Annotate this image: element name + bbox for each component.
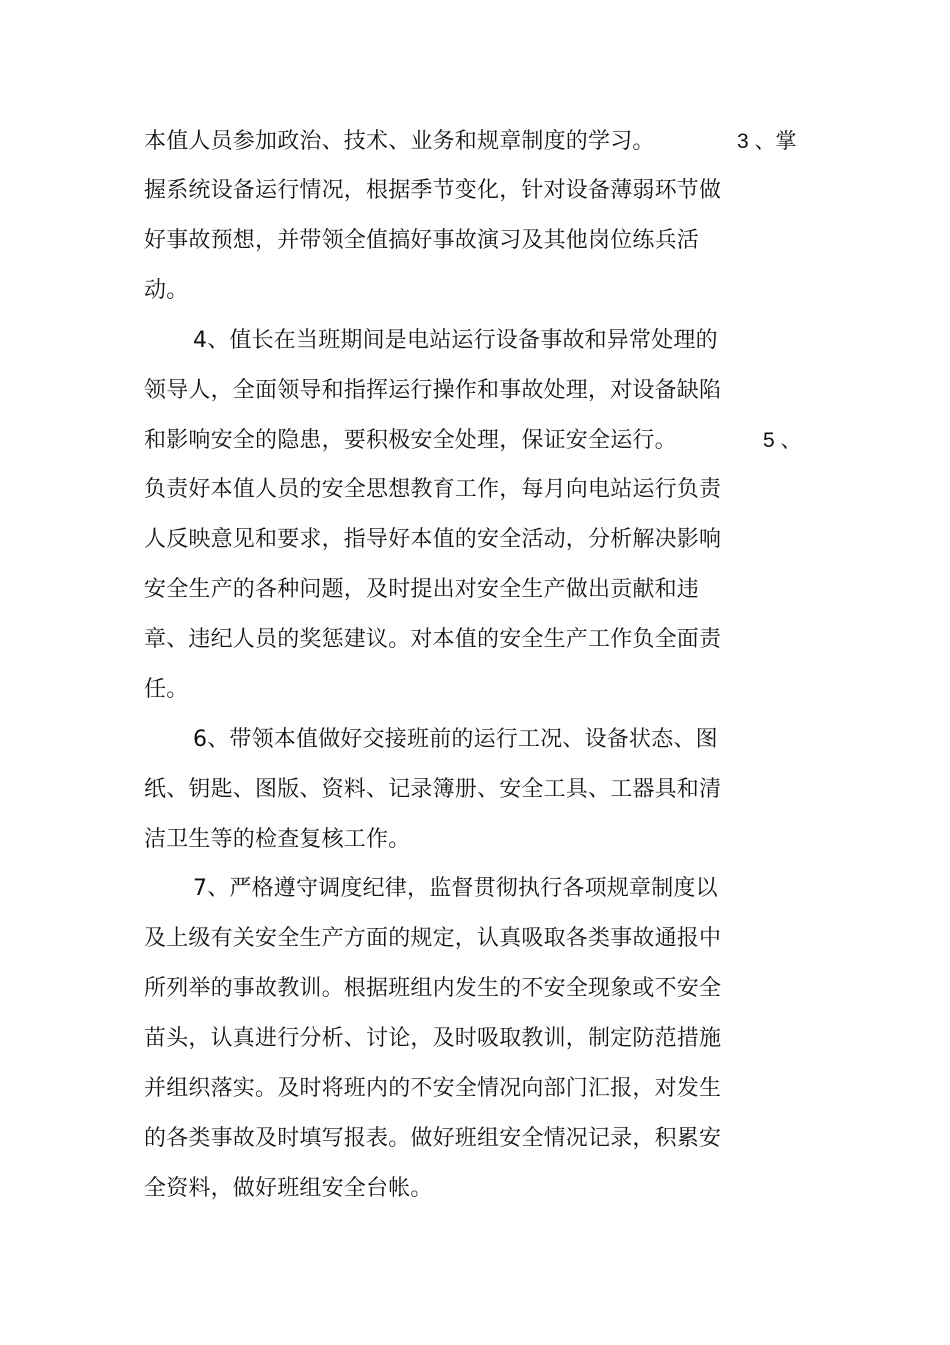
text-line: 动。 <box>144 278 189 303</box>
text-line: 4、值长在当班期间是电站运行设备事故和异常处理的 <box>193 328 718 353</box>
text-line: 负责好本值人员的安全思想教育工作，每月向电站运行负责 <box>144 477 722 502</box>
text-line: 人反映意见和要求，指导好本值的安全活动，分析解决影响 <box>144 527 722 552</box>
text-line: 7、严格遵守调度纪律，监督贯彻执行各项规章制度以 <box>193 876 718 901</box>
text-line: 任。 <box>144 677 189 702</box>
text-line: 握系统设备运行情况，根据季节变化，针对设备薄弱环节做 <box>144 178 722 203</box>
text-line: 的各类事故及时填写报表。做好班组安全情况记录，积累安 <box>144 1126 722 1151</box>
text-line: 所列举的事故教训。根据班组内发生的不安全现象或不安全 <box>144 976 722 1001</box>
item-number: 3 、掌 <box>737 130 797 153</box>
text-line: 章、违纪人员的奖惩建议。对本值的安全生产工作负全面责 <box>144 627 722 652</box>
text-line: 本值人员参加政治、技术、业务和规章制度的学习。 <box>144 129 655 154</box>
text-line: 纸、钥匙、图版、资料、记录簿册、安全工具、工器具和清 <box>144 777 722 802</box>
text-line: 6、带领本值做好交接班前的运行工况、设备状态、图 <box>193 727 718 752</box>
text-line: 领导人，全面领导和指挥运行操作和事故处理，对设备缺陷 <box>144 378 722 403</box>
text-line: 全资料，做好班组安全台帐。 <box>144 1176 433 1201</box>
text-line: 和影响安全的隐患，要积极安全处理，保证安全运行。 <box>144 428 677 453</box>
text-line: 洁卫生等的检查复核工作。 <box>144 827 411 852</box>
text-line: 安全生产的各种问题，及时提出对安全生产做出贡献和违 <box>144 577 700 602</box>
text-line: 及上级有关安全生产方面的规定，认真吸取各类事故通报中 <box>144 926 722 951</box>
item-number: 5 、 <box>763 429 802 452</box>
text-line: 好事故预想，并带领全值搞好事故演习及其他岗位练兵活 <box>144 228 700 253</box>
text-line: 苗头，认真进行分析、讨论，及时吸取教训，制定防范措施 <box>144 1026 722 1051</box>
text-line: 并组织落实。及时将班内的不安全情况向部门汇报，对发生 <box>144 1076 722 1101</box>
